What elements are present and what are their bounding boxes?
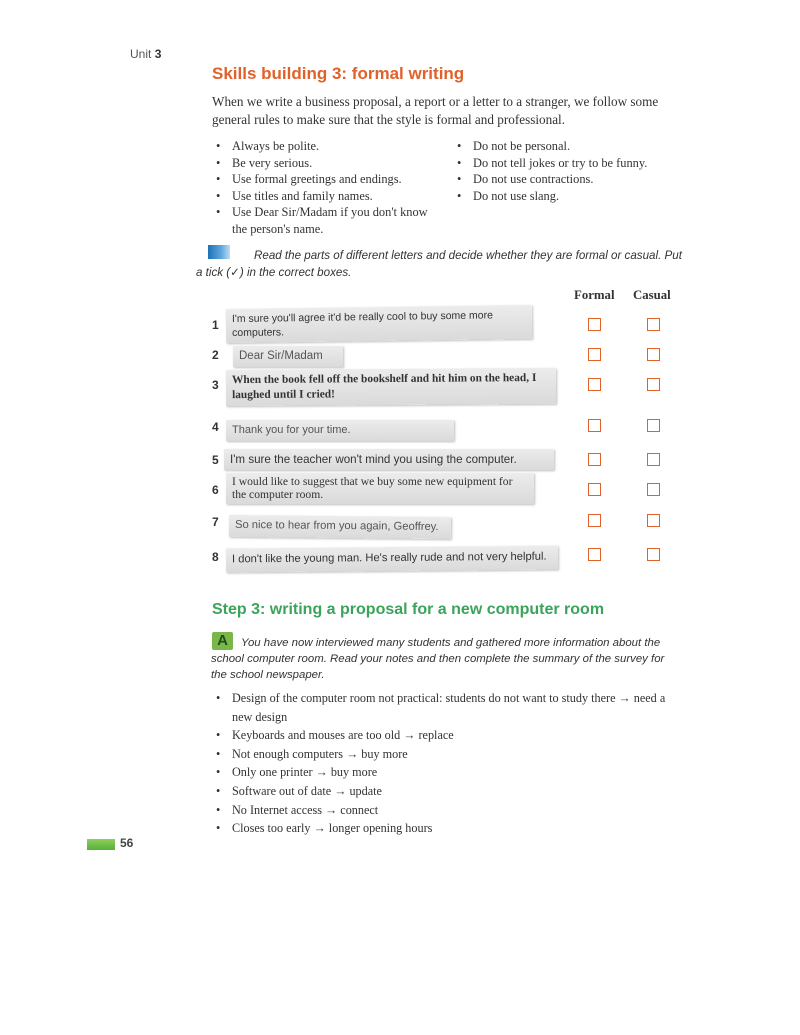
casual-checkbox[interactable] [647, 548, 660, 561]
rule-item: • Do not be personal. [455, 138, 695, 155]
letter-excerpt: I would like to suggest that we buy some new equipment for the computer room. [226, 473, 534, 504]
item-number: 4 [212, 420, 219, 434]
casual-checkbox[interactable] [647, 453, 660, 466]
formal-checkbox[interactable] [588, 514, 601, 527]
rule-item: • Do not use slang. [455, 188, 695, 205]
note-item: • Only one printer → buy more [214, 763, 684, 782]
section-intro: When we write a business proposal, a report or a letter to a stranger, we follow some general rules to make sure that the style is formal and professional. [212, 94, 659, 127]
rules-list-right [455, 138, 695, 204]
casual-checkbox[interactable] [647, 514, 660, 527]
section-title: Skills building 3: formal writing [212, 64, 465, 83]
column-header-casual: Casual [633, 288, 671, 302]
item-number: 6 [212, 483, 219, 497]
note-item: • Not enough computers → buy more [214, 745, 684, 764]
casual-checkbox[interactable] [647, 348, 660, 361]
letter-excerpt: I don't like the young man. He's really rude and not very helpful. [226, 546, 558, 573]
formal-checkbox[interactable] [588, 453, 601, 466]
formal-checkbox[interactable] [588, 318, 601, 331]
rule-item: • Use formal greetings and endings. [214, 171, 444, 188]
column-header-formal: Formal [574, 288, 615, 302]
note-item: • Design of the computer room not practical: students do not want to study there → need a new design [214, 689, 684, 726]
survey-notes-list [214, 689, 684, 838]
formal-checkbox[interactable] [588, 378, 601, 391]
rule-item: • Be very serious. [214, 155, 444, 172]
step-title: Step 3: writing a proposal for a new computer room [212, 601, 605, 618]
rule-item: • Do not use contractions. [455, 171, 695, 188]
item-number: 3 [212, 378, 219, 392]
unit-label [130, 47, 161, 61]
rule-item: • Always be polite. [214, 138, 444, 155]
page-number: 56 [120, 836, 134, 850]
casual-checkbox[interactable] [647, 483, 660, 496]
letter-excerpt: I'm sure the teacher won't mind you using the computer. [224, 449, 554, 470]
rule-item: • Use titles and family names. [214, 188, 444, 205]
formal-checkbox[interactable] [588, 419, 601, 432]
step-instruction: You have now interviewed many students and gathered more information about the school computer room. Read your notes and then complete the summary of the survey for the school newspaper. [211, 637, 665, 682]
letter-excerpt: Thank you for your time. [226, 420, 454, 441]
letter-a-icon: A [212, 632, 233, 650]
item-number: 1 [212, 318, 219, 332]
letter-excerpt: Dear Sir/Madam [233, 346, 343, 367]
formal-checkbox[interactable] [588, 548, 601, 561]
formal-checkbox[interactable] [588, 483, 601, 496]
casual-checkbox[interactable] [647, 318, 660, 331]
letter-excerpt: When the book fell off the bookshelf and hit him on the head, I laughed until I cried! [226, 368, 556, 406]
page-number-bar [87, 839, 115, 850]
item-number: 5 [212, 453, 219, 467]
rules-list-left [214, 138, 444, 237]
rule-item: • Use Dear Sir/Madam if you don't know the person's name. [214, 204, 444, 237]
note-item: • No Internet access → connect [214, 801, 684, 820]
rule-item: • Do not tell jokes or try to be funny. [455, 155, 695, 172]
note-item: • Closes too early → longer opening hours [214, 819, 684, 838]
formal-checkbox[interactable] [588, 348, 601, 361]
item-number: 2 [212, 348, 219, 362]
note-item: • Keyboards and mouses are too old → replace [214, 726, 684, 745]
item-number: 8 [212, 550, 219, 564]
casual-checkbox[interactable] [647, 419, 660, 432]
casual-checkbox[interactable] [647, 378, 660, 391]
item-number: 7 [212, 515, 219, 529]
unit-number: 3 [154, 47, 162, 61]
unit-word: Unit [130, 47, 152, 61]
exercise-instruction: Read the parts of different letters and decide whether they are formal or casual. Put a tick (✓) in the correct boxes. [196, 249, 682, 279]
letter-excerpt: So nice to hear from you again, Geoffrey. [229, 515, 451, 539]
note-item: • Software out of date → update [214, 782, 684, 801]
letter-excerpt: I'm sure you'll agree it'd be really cool to buy some more computers. [226, 305, 532, 343]
